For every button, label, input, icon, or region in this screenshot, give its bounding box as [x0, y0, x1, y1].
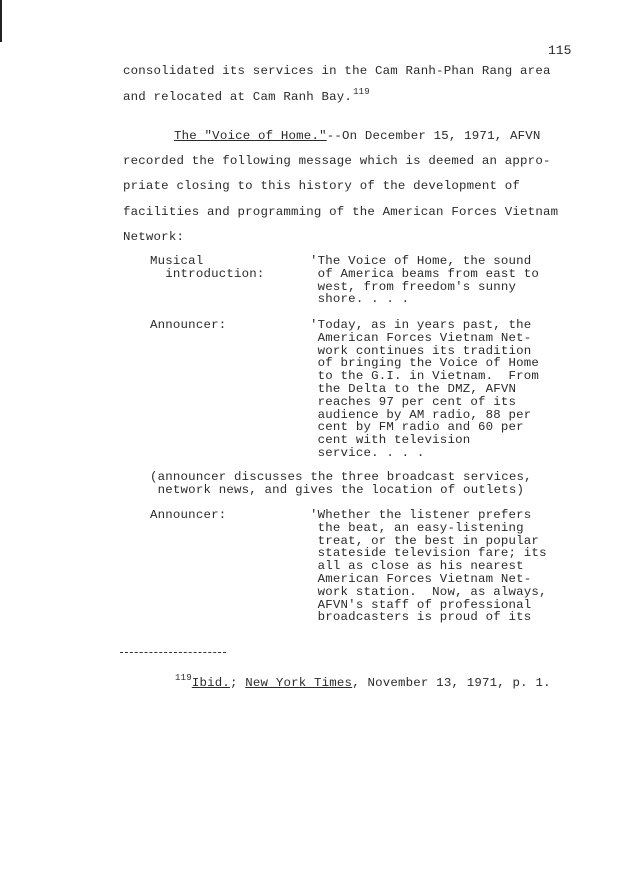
- section-body-line-3: facilities and programming of the American Forces Vietnam: [123, 205, 559, 219]
- footnote-number: 119: [175, 673, 192, 683]
- footnote-separator: [120, 652, 226, 653]
- script-text-musical-introduction: 'The Voice of Home, the sound of America beams from east to west, from freedom's sunny shore. . . .: [310, 254, 540, 307]
- section-lead-text: --On December 15, 1971, AFVN: [326, 129, 541, 143]
- section-lead-line: [174, 129, 541, 143]
- footnote-source: New York Times: [245, 676, 353, 690]
- page-number: 115: [548, 43, 572, 58]
- speaker-announcer-2: Announcer:: [150, 508, 227, 522]
- intro-line-2: [123, 87, 370, 105]
- intro-line-1: consolidated its services in the Cam Ranh-Phan Rang area: [123, 64, 551, 78]
- script-text-announcer-1: 'Today, as in years past, the American Forces Vietnam Net- work continues its tradition of bringing the Voice of Home to the G.I. in Vietnam. From the Delta to the DMZ, AFVN reaches 97 per cent of its audience by AM radio, 88 per cent by FM radio and 60 per cent with television service. . . .: [310, 318, 540, 460]
- speaker-musical-introduction: Musical introduction:: [150, 254, 265, 281]
- intro-line-2-text: and relocated at Cam Ranh Bay.: [123, 90, 353, 104]
- footnote-rest: , November 13, 1971, p. 1.: [352, 676, 551, 690]
- footnote-ibid: Ibid.: [191, 676, 230, 690]
- stage-direction: (announcer discusses the three broadcast services, network news, and gives the location of outlets): [150, 470, 532, 497]
- section-heading: The "Voice of Home.": [174, 129, 327, 143]
- script-text-announcer-2: 'Whether the listener prefers the beat, an easy-listening treat, or the best in popular stateside television fare; its all as close as his nearest American Forces Vietnam Net- work station. Now, as always, AFVN's staff of professional broadcasters is proud of its: [310, 508, 547, 625]
- scan-edge-mark: [0, 0, 2, 42]
- footnote-119: [174, 673, 551, 691]
- section-body-line-1: recorded the following message which is deemed an appro-: [123, 154, 551, 168]
- footnote-sep: ;: [230, 676, 246, 690]
- footnote-ref-119: 119: [353, 87, 370, 97]
- section-body-line-4: Network:: [123, 230, 185, 244]
- speaker-announcer-1: Announcer:: [150, 318, 227, 332]
- section-body-line-2: priate closing to this history of the development of: [123, 179, 521, 193]
